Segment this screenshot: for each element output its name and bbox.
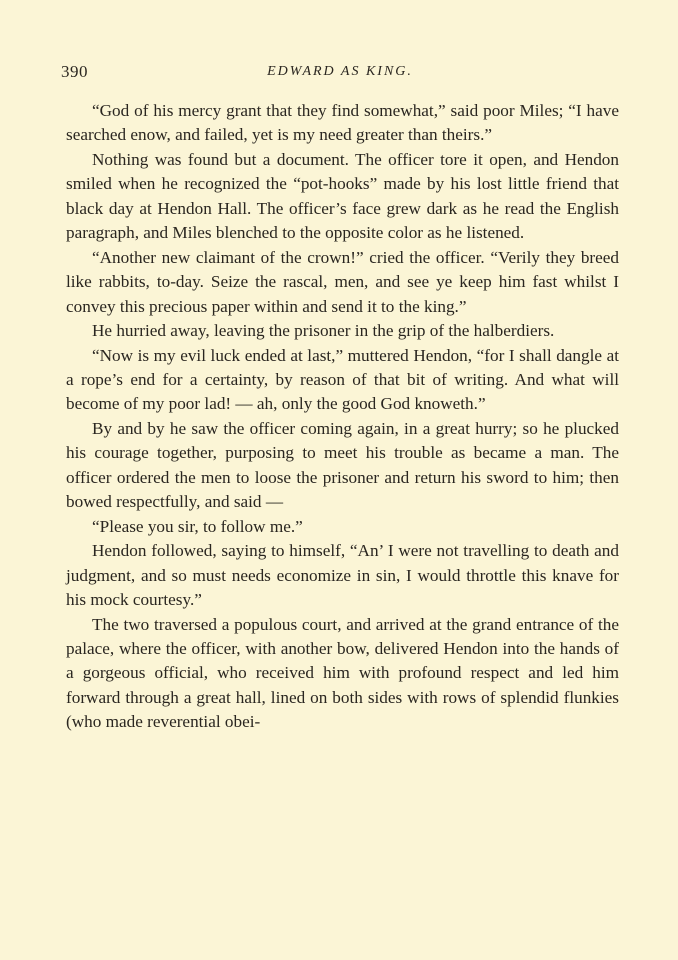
paragraph: “Now is my evil luck ended at last,” muttered Hendon, “for I shall dangle at a rope’s end for a certainty, by reason of that bit of writing. And what will become of my poor lad! — ah, only the good God knoweth.” [66,345,619,414]
running-head: EDWARD AS KING. [267,64,413,79]
paragraph: “God of his mercy grant that they find somewhat,” said poor Miles; “I have searched enow, and failed, yet is my need greater than theirs.” [66,101,619,145]
paragraph: Hendon followed, saying to himself, “An’ I were not travelling to death and judgment, and so must needs economize in sin, I would throttle this knave for his mock courtesy.” [66,541,619,610]
paragraph: He hurried away, leaving the prisoner in the grip of the halberdiers. [92,321,555,341]
paragraph: By and by he saw the officer coming again, in a great hurry; so he plucked his courage together, purposing to meet his trouble as became a man. The officer ordered the men to loose the prisoner and return his sword to him; then bowed respectfully, and said — [66,418,619,512]
paragraph: “Another new claimant of the crown!” cried the officer. “Verily they breed like rabbits, to-day. Seize the rascal, men, and see ye keep him fast whilst I convey this precious paper within and send it to the king.” [66,247,619,316]
paragraph: Nothing was found but a document. The officer tore it open, and Hendon smiled when he recognized the “pot-hooks” made by his lost little friend that black day at Hendon Hall. The officer’s face grew dark as he read the English paragraph, and Miles blenched to the opposite color as he listened. [66,149,619,243]
body-text [66,99,619,735]
page-header [61,62,619,86]
paragraph: The two traversed a populous court, and arrived at the grand entrance of the palace, where the officer, with another bow, delivered Hendon into the hands of a gorgeous official, who received him with profound respect and led him forward through a great hall, lined on both sides with rows of splendid flunkies (who made reverential obei- [66,614,619,732]
page-number: 390 [61,62,88,81]
paragraph: “Please you sir, to follow me.” [92,516,303,536]
